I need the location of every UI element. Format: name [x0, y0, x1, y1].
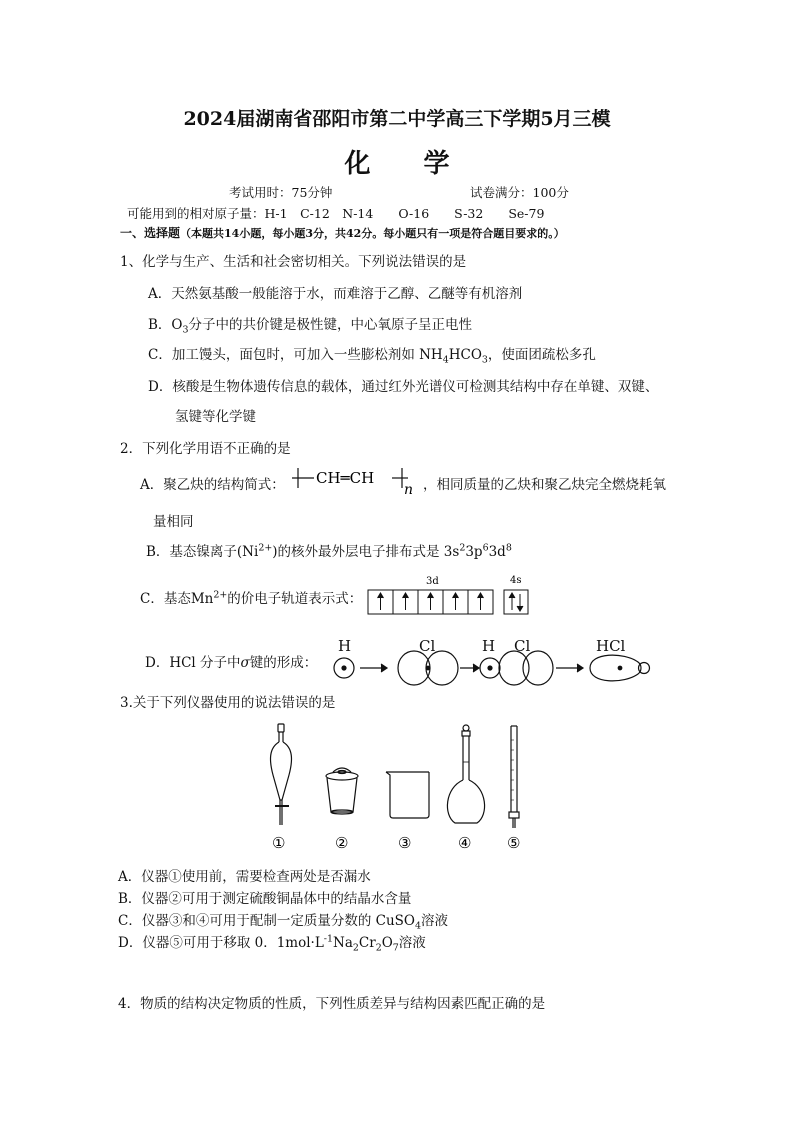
q3-c-pre: C．仪器③和④可用于配制一定质量分数的 CuSO: [118, 913, 415, 929]
q3-d-mid2: Cr: [358, 935, 376, 951]
q1-c-sub1: 4: [442, 354, 449, 366]
q2-c-pre: C．基态Mn: [140, 591, 214, 607]
cl-nucleus: [426, 666, 430, 670]
cl-lobe-left-2: [499, 651, 529, 685]
label-3d: 3d: [426, 576, 439, 587]
q3-d-sub2: 2: [375, 942, 382, 954]
subscript-n: n: [404, 482, 414, 496]
q1-stem: 1、化学与生产、生活和社会密切相关。下列说法错误的是: [120, 254, 467, 270]
sigma-bond-diagram: [324, 632, 664, 696]
q3-c-post: 溶液: [420, 913, 448, 929]
q2-option-b: [146, 540, 512, 560]
label-2: ②: [335, 834, 349, 852]
arrow-3: [556, 664, 583, 672]
label-hcl: HCl: [596, 637, 626, 655]
q2-b-s-sup: 2: [459, 542, 466, 554]
q2-c-sup: 2+: [213, 589, 228, 601]
q3-option-c: [118, 909, 448, 932]
h-nucleus-2: [488, 666, 492, 670]
q4-stem: 4．物质的结构决定物质的性质，下列性质差异与结构因素匹配正确的是: [118, 996, 546, 1012]
polyacetylene-formula: [292, 462, 422, 496]
q3-option-a: A．仪器①使用前，需要检查两处是否漏水: [118, 869, 371, 885]
q3-stem: 3.关于下列仪器使用的说法错误的是: [120, 695, 336, 711]
crucible: [326, 768, 358, 814]
q1-b-sub: 3: [182, 324, 189, 336]
hcl-h-lobe: [639, 663, 650, 674]
q3-option-d: [118, 931, 426, 954]
q3-d-sub1: 2: [352, 942, 359, 954]
q2-b-mid: )的核外最外层电子排布式是 3s: [272, 544, 460, 560]
label-4: ④: [458, 834, 472, 852]
mn-orbital-diagram: [364, 572, 532, 618]
hcl-nucleus: [618, 666, 622, 670]
q3-d-post: 溶液: [398, 935, 426, 951]
label-cl1: Cl: [419, 637, 436, 655]
arrow-2: [460, 664, 479, 672]
q1-option-d-line1: D．核酸是生物体遗传信息的载体，通过红外光谱仪可检测其结构中存在单键、双键、: [148, 379, 659, 395]
apparatus-figure: [255, 720, 535, 855]
orbital-boxes-3d: [368, 590, 493, 614]
q3-d-mid: Na: [333, 935, 353, 951]
label-h1: H: [338, 637, 352, 655]
q2-option-a-post: ，相同质量的乙炔和聚乙炔完全燃烧耗氧: [423, 477, 666, 493]
section-title: 一、选择题: [120, 226, 181, 240]
q3-d-sub3: 7: [392, 942, 399, 954]
q1-b-post: 分子中的共价键是极性键，中心氧原子呈正电性: [188, 317, 473, 333]
q1-b-pre: B．O: [148, 317, 183, 333]
cl-lobe-right: [426, 651, 458, 685]
formula-text: CH═CH: [316, 469, 375, 487]
q2-b-sup: 2+: [258, 542, 273, 554]
subject-title: 化 学: [344, 149, 472, 179]
q2-option-a-pre: A．聚乙炔的结构简式：: [140, 477, 285, 493]
q1-option-a: A．天然氨基酸一般能溶于水，而难溶于乙醇、乙醚等有机溶剂: [148, 286, 523, 302]
q2-b-p-sup: 6: [482, 542, 489, 554]
q2-d-post: 键的形成：: [249, 655, 318, 671]
label-1: ①: [272, 834, 286, 852]
full-score: 试卷满分：100分: [470, 185, 569, 200]
burette: [509, 726, 519, 828]
q3-d-pre: D．仪器⑤可用于移取 0．1mol·L: [118, 935, 324, 951]
section-note: （本题共14小题，每小题3分，共42分。每小题只有一项是符合题目要求的。）: [180, 227, 565, 240]
q2-b-p: 3p: [465, 544, 483, 560]
q2-option-a-line2: 量相同: [153, 514, 194, 530]
exam-time: 考试用时：75分钟: [229, 185, 333, 200]
q2-b-d: 3d: [488, 544, 506, 560]
cl-lobe-left: [398, 651, 430, 685]
q2-option-c: [140, 587, 362, 607]
exam-title: 2024届湖南省邵阳市第二中学高三下学期5月三模: [183, 108, 611, 130]
q3-d-sup: -1: [323, 933, 333, 945]
q2-b-pre: B．基态镍离子(Ni: [146, 544, 259, 560]
q2-d-pre: D．HCl 分子中: [145, 655, 241, 671]
q1-c-sub2: 3: [481, 354, 488, 366]
q2-c-post: 的价电子轨道表示式：: [227, 591, 363, 607]
section-heading: [120, 224, 565, 241]
orbital-box-4s: [504, 590, 528, 614]
q2-stem: 2．下列化学用语不正确的是: [120, 441, 291, 457]
label-4s: 4s: [510, 575, 522, 586]
q2-option-d: [145, 651, 317, 671]
atomic-masses: 可能用到的相对原子量：H-1 C-12 N-14 O-16 S-32 Se-79: [127, 206, 545, 221]
q1-c-post: ，使面团疏松多孔: [487, 347, 596, 363]
q1-option-d-line2: 氢键等化学键: [175, 409, 256, 425]
volumetric-flask: [447, 725, 484, 823]
q1-c-mid: HCO: [448, 347, 482, 363]
cl-lobe-right-2: [523, 651, 553, 685]
arrow-1: [360, 664, 387, 672]
q1-option-c: [148, 343, 596, 366]
q1-c-pre: C．加工馒头，面包时，可加入一些膨松剂如 NH: [148, 347, 443, 363]
q2-d-sigma: σ: [240, 655, 250, 671]
q1-option-b: [148, 313, 472, 336]
beaker: [386, 772, 429, 818]
label-5: ⑤: [507, 834, 521, 852]
q3-option-b: B．仪器②可用于测定硫酸铜晶体中的结晶水含量: [118, 891, 412, 907]
label-h2: H: [482, 637, 496, 655]
q3-c-sub: 4: [414, 920, 421, 932]
hcl-orbital: [590, 655, 641, 681]
q2-b-d-sup: 8: [505, 542, 512, 554]
separatory-funnel: [271, 724, 292, 825]
q3-d-mid3: O: [381, 935, 393, 951]
label-3: ③: [398, 834, 412, 852]
h-nucleus: [342, 666, 346, 670]
label-cl2: Cl: [514, 637, 531, 655]
